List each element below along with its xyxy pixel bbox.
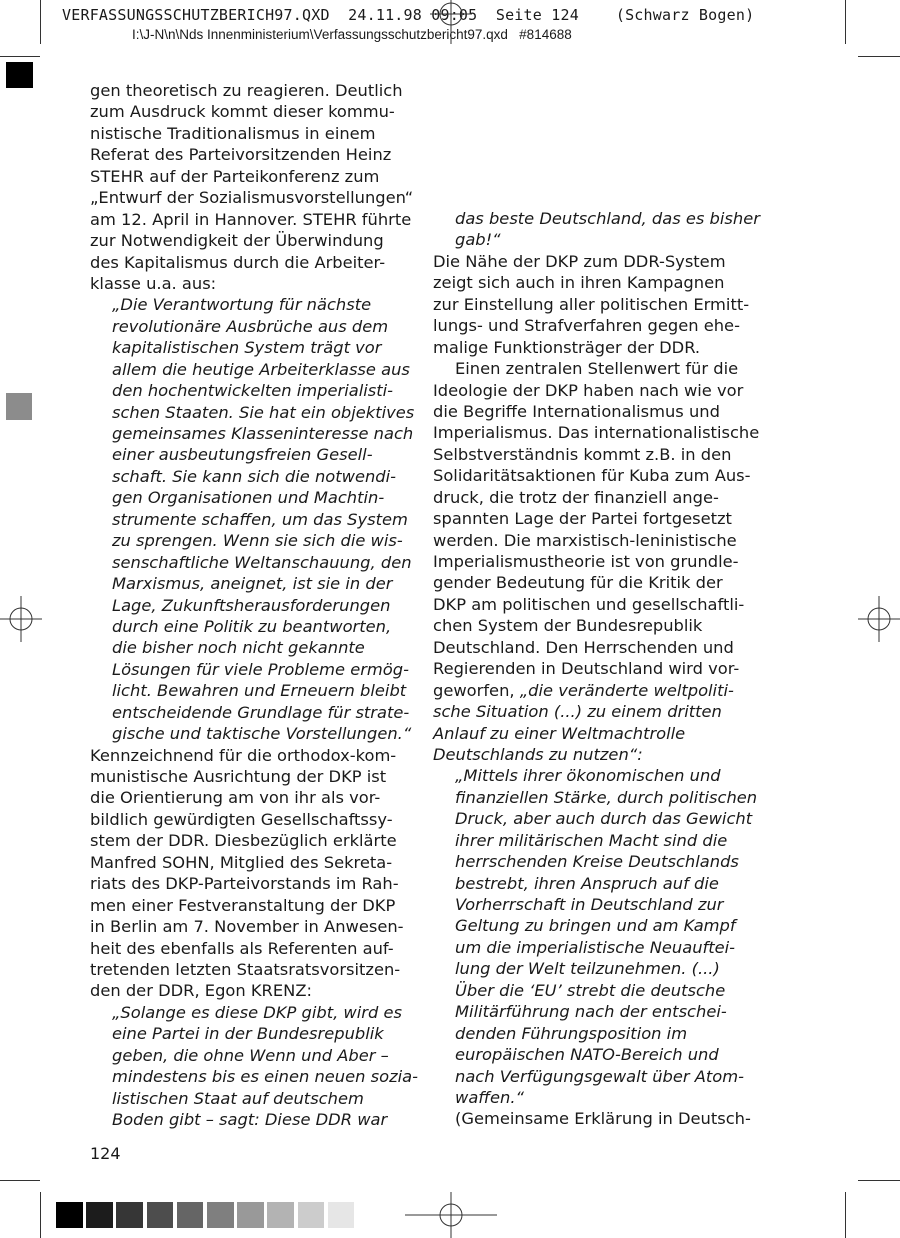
crop-mark-bottom-right-vertical [845,1192,846,1238]
text-line: mindestens bis es einen neuen sozia- [112,1067,419,1087]
text-line: Solidaritätsaktionen für Kuba zum Aus- [433,466,751,486]
text-line: denden Führungsposition im [455,1023,688,1043]
text-line: stem der DDR. Diesbezüglich erklärte [90,831,397,851]
gray-swatch-5 [177,1202,204,1228]
registration-crosshair-right-icon [858,596,900,642]
text-line: DKP am politischen und gesellschaftli- [433,594,745,614]
gray-swatch-4 [147,1202,174,1228]
text-line: klasse u.a. aus: [90,273,217,293]
registration-crosshair-left-icon [0,596,42,642]
text-line: Lage, Zukunftsherausforderungen [112,595,391,615]
text-line: Imperialismustheorie ist von grundle- [433,552,739,571]
left-text-column [90,80,419,1130]
gray-swatch-1 [56,1202,83,1228]
text-line: STEHR auf der Parteikonferenz zum [90,166,380,186]
text-line: waffen.“ [455,1087,524,1107]
text-line: die Begriffe Internationalismus und [433,401,720,421]
text-line: lung der Welt teilzunehmen. (...) [455,959,720,979]
gray-swatch-9 [298,1202,325,1228]
text-line: Lösungen für viele Probleme ermög- [112,659,409,679]
text-line: europäischen NATO-Bereich und [455,1045,719,1065]
crop-mark-bottom-right-horizontal [858,1180,900,1181]
crop-mark-top-right-horizontal [858,56,900,57]
registration-crosshair-top-icon [430,0,472,44]
text-line: geworfen, „die veränderte weltpoliti- [433,680,734,700]
registration-black-square [6,62,33,88]
text-line: Kennzeichnend für die orthodox-kom- [90,745,397,765]
text-line: den der DDR, Egon KRENZ: [90,981,312,1001]
gray-swatch-8 [267,1202,294,1228]
text-line: um die imperialistische Neuauftei- [455,937,736,957]
text-line: Militärführung nach der entschei- [455,1002,727,1022]
crop-mark-top-left-horizontal [0,56,40,57]
text-line: zum Ausdruck kommt dieser kommu- [90,102,395,122]
text-line: ihrer militärischen Macht sind die [455,830,728,850]
text-line: (Gemeinsame Erklärung in Deutsch- [455,1109,751,1129]
text-line: eine Partei in der Bundesrepublik [112,1024,384,1044]
right-text-column [433,208,760,1130]
text-line: des Kapitalismus durch die Arbeiter- [90,252,386,272]
text-line: Druck, aber auch durch das Gewicht [455,809,753,829]
text-line: gen theoretisch zu reagieren. Deutlich [90,81,403,100]
text-line: gemeinsames Klasseninteresse nach [112,424,414,443]
gray-swatch-3 [116,1202,143,1228]
text-line: Regierenden in Deutschland wird vor- [433,659,740,679]
text-line: entscheidende Grundlage für strate- [112,702,410,722]
text-line: Einen zentralen Stellenwert für die [455,359,739,379]
text-line: zu sprengen. Wenn sie sich die wis- [112,531,403,551]
text-line: geben, die ohne Wenn und Aber – [112,1045,389,1065]
text-line: men einer Festveranstaltung der DKP [90,895,396,915]
text-line: zur Einstellung aller politischen Ermitt- [433,294,750,314]
text-line: schaft. Sie kann sich die notwendi- [112,466,397,486]
text-line: Deutschlands zu nutzen“: [433,744,643,764]
text-line: lungs- und Strafverfahren gegen ehe- [433,316,740,336]
text-line: zeigt sich auch in ihren Kampagnen [433,273,725,293]
page-number: 124 [90,1144,121,1163]
text-line: nach Verfügungsgewalt über Atom- [455,1066,744,1086]
gray-swatch-2 [86,1202,113,1228]
text-line: Referat des Parteivorsitzenden Heinz [90,145,392,165]
registration-crosshair-bottom-icon [405,1192,497,1238]
text-line: schen Staaten. Sie hat ein objektives [112,402,415,422]
text-line: listischen Staat auf deutschem [112,1088,364,1108]
text-line: revolutionäre Ausbrüche aus dem [112,316,389,336]
text-line: spannten Lage der Partei fortgesetzt [433,509,732,529]
registration-gray-square [6,393,32,420]
text-line: das beste Deutschland, das es bisher [455,209,760,228]
text-line: gen Organisationen und Machtin- [112,488,385,508]
text-line: gische und taktische Vorstellungen.“ [112,724,412,744]
text-line: Über die ‘EU’ strebt die deutsche [455,980,726,1000]
text-line: den hochentwickelten imperialisti- [112,381,394,401]
text-line: „Entwurf der Sozialismusvorstellungen“ [90,188,414,208]
text-line: malige Funktionsträger der DDR. [433,337,701,357]
text-line: heit des ebenfalls als Referenten auf- [90,938,394,958]
text-line: tretenden letzten Staatsratsvorsitzen- [90,959,401,979]
text-line: Deutschland. Den Herrschenden und [433,637,734,657]
text-line: munistische Ausrichtung der DKP ist [90,767,387,786]
text-line: herrschenden Kreise Deutschlands [455,852,739,872]
text-line: druck, die trotz der finanziell ange- [433,487,719,507]
text-line: „Mittels ihrer ökonomischen und [455,766,721,786]
text-line: riats des DKP-Parteivorstands im Rah- [90,874,399,894]
text-line: Boden gibt – sagt: Diese DDR war [112,1110,388,1129]
file-path-header: I:\J-N\n\Nds Innenministerium\Verfassungsschutzbericht97.qxd #814688 [132,27,572,42]
text-line: zur Notwendigkeit der Überwindung [90,231,384,251]
text-line: gender Bedeutung für die Kritik der [433,573,723,593]
text-line: nistische Traditionalismus in einem [90,123,376,143]
text-line: Imperialismus. Das internationalistische [433,423,760,443]
text-line: bildlich gewürdigten Gesellschaftssy- [90,809,393,829]
text-line: Die Nähe der DKP zum DDR-System [433,251,726,271]
text-line: am 12. April in Hannover. STEHR führte [90,209,412,229]
text-line: durch eine Politik zu beantworten, [112,616,392,636]
text-line: bestrebt, ihren Anspruch auf die [455,873,719,893]
gray-swatch-10 [328,1202,355,1228]
text-line: licht. Bewahren und Erneuern bleibt [112,681,407,701]
text-line: strumente schaffen, um das System [112,509,408,529]
crop-mark-top-left-vertical [40,0,41,44]
text-line: Manfred SOHN, Mitglied des Sekreta- [90,852,393,872]
gray-swatch-6 [207,1202,234,1228]
text-line: „Solange es diese DKP gibt, wird es [112,1002,402,1022]
text-line: die Orientierung am von ihr als vor- [90,788,381,808]
text-line: werden. Die marxistisch-leninistische [433,530,737,550]
text-line: Ideologie der DKP haben nach wie vor [433,380,744,400]
crop-mark-bottom-left-horizontal [0,1180,40,1181]
gray-swatch-7 [237,1202,264,1228]
text-line: Selbstverständnis kommt z.B. in den [433,444,732,464]
text-line: finanziellen Stärke, durch politischen [455,787,758,807]
crop-mark-bottom-left-vertical [40,1192,41,1238]
text-line: Vorherrschaft in Deutschland zur [455,895,724,914]
file-slug-header: VERFASSUNGSSCHUTZBERICH97.QXD 24.11.98 09:05 Seite 124 (Schwarz Bogen) [62,6,755,24]
text-line: Marxismus, aneignet, ist sie in der [112,574,393,594]
text-line: Anlauf zu einer Weltmachtrolle [433,723,686,743]
crop-mark-top-right-vertical [845,0,846,44]
text-line: kapitalistischen System trägt vor [112,338,382,358]
text-line: „Die Verantwortung für nächste [112,295,372,315]
text-line: einer ausbeutungsfreien Gesell- [112,445,373,465]
text-line: in Berlin am 7. November in Anwesen- [90,917,404,937]
text-line: allem die heutige Arbeiterklasse aus [112,359,410,379]
text-line: sche Situation (...) zu einem dritten [433,702,722,722]
text-line: senschaftliche Weltanschauung, den [112,552,412,572]
text-line: die bisher noch nicht gekannte [112,638,365,658]
text-line: gab!“ [455,230,501,250]
text-line: chen System der Bundesrepublik [433,616,703,636]
grayscale-color-bar [56,1202,358,1228]
text-line: Geltung zu bringen und am Kampf [455,916,736,936]
